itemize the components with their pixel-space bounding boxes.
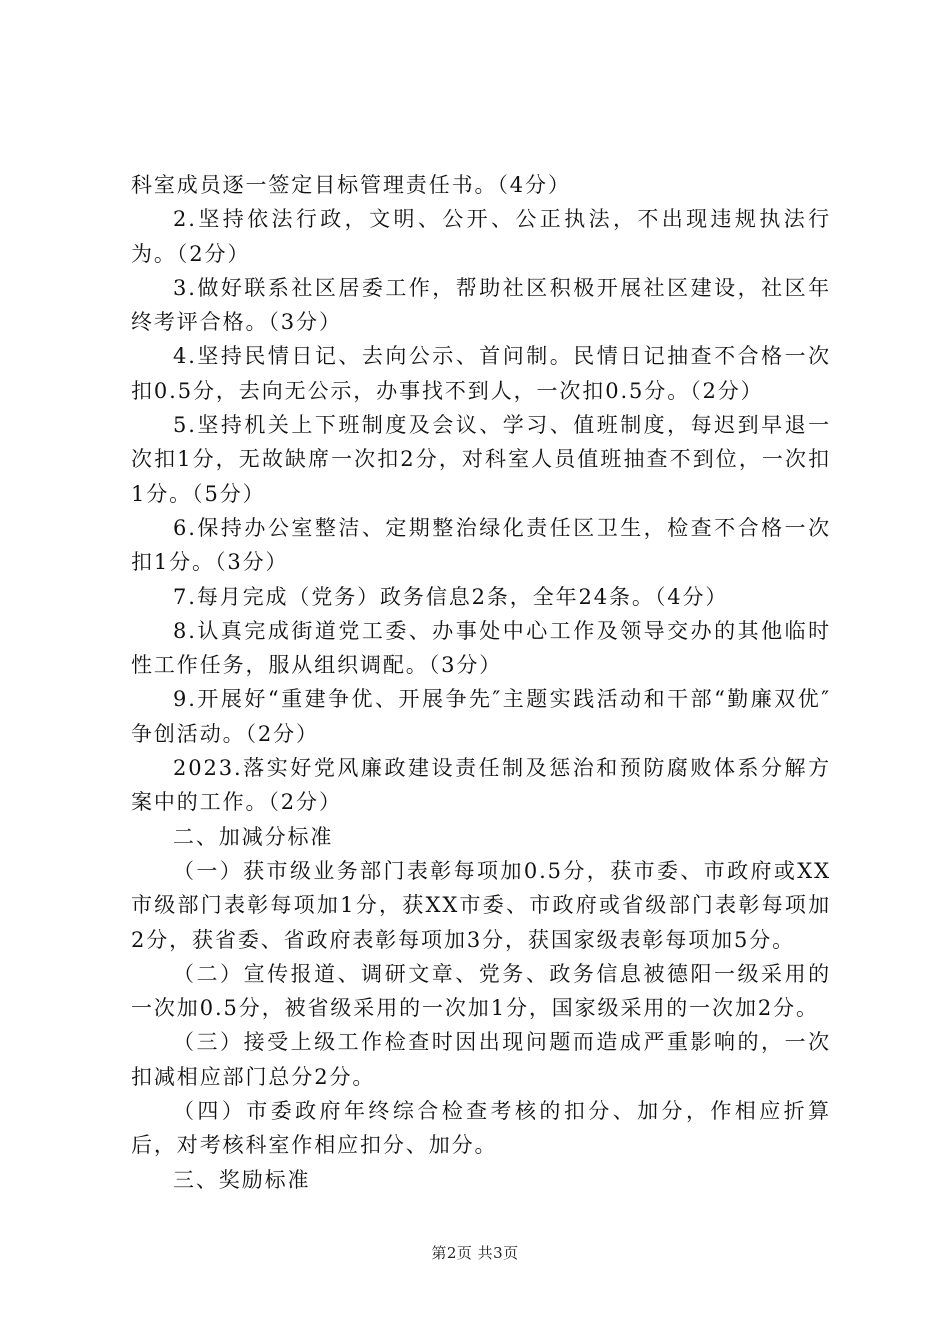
paragraph-item-4: 4.坚持民情日记、去向公示、首问制。民情日记抽查不合格一次扣0.5分，去向无公示，办事找不到人，一次扣0.5分。（2分） — [131, 344, 831, 403]
paragraph-item-3: 3.做好联系社区居委工作，帮助社区积极开展社区建设，社区年终考评合格。（3分） — [131, 275, 831, 335]
document-body — [131, 168, 831, 1197]
paragraph-subitem-1: （一）获市级业务部门表彰每项加0.5分，获市委、市政府或XX市级部门表彰每项加1分，获XX市委、市政府或省级部门表彰每项加2分，获省委、省政府表彰每项加3分，获国家级表彰每项加5分。 — [131, 858, 831, 952]
paragraph-item-10: 2023.落实好党风廉政建设责任制及惩治和预防腐败体系分解方案中的工作。（2分） — [131, 756, 831, 815]
paragraph-subitem-2: （二）宣传报道、调研文章、党务、政务信息被德阳一级采用的一次加0.5分，被省级采用的一次加1分，国家级采用的一次加2分。 — [131, 961, 831, 1021]
paragraph-item-6: 6.保持办公室整洁、定期整治绿化责任区卫生，检查不合格一次扣1分。（3分） — [131, 515, 831, 575]
paragraph-subitem-4: （四）市委政府年终综合检查考核的扣分、加分，作相应折算后，对考核科室作相应扣分、加分。 — [131, 1099, 831, 1158]
paragraph-item-2: 2.坚持依法行政，文明、公开、公正执法，不出现违规执法行为。（2分） — [131, 207, 831, 266]
paragraph-subitem-3: （三）接受上级工作检查时因出现问题而造成严重影响的，一次扣减相应部门总分2分。 — [131, 1030, 831, 1089]
section-heading-bonus-deduction: 二、加减分标准 — [173, 824, 334, 849]
page-number-footer: 第2页 共3页 — [431, 1244, 519, 1262]
paragraph-item-5: 5.坚持机关上下班制度及会议、学习、值班制度，每迟到早退一次扣1分，无故缺席一次扣2分，对科室人员值班抽查不到位，一次扣1分。（5分） — [131, 413, 831, 506]
paragraph-item-9: 9.开展好“重建争优、开展争先″主题实践活动和干部“勤廉双优″争创活动。（2分） — [131, 687, 831, 746]
paragraph-item-8: 8.认真完成街道党工委、办事处中心工作及领导交办的其他临时性工作任务，服从组织调配。（3分） — [131, 618, 831, 678]
section-heading-reward: 三、奖励标准 — [173, 1167, 311, 1192]
paragraph-item-7: 7.每月完成（党务）政务信息2条，全年24条。（4分） — [173, 584, 729, 609]
paragraph-continuation: 科室成员逐一签定目标管理责任书。（4分） — [131, 173, 571, 197]
